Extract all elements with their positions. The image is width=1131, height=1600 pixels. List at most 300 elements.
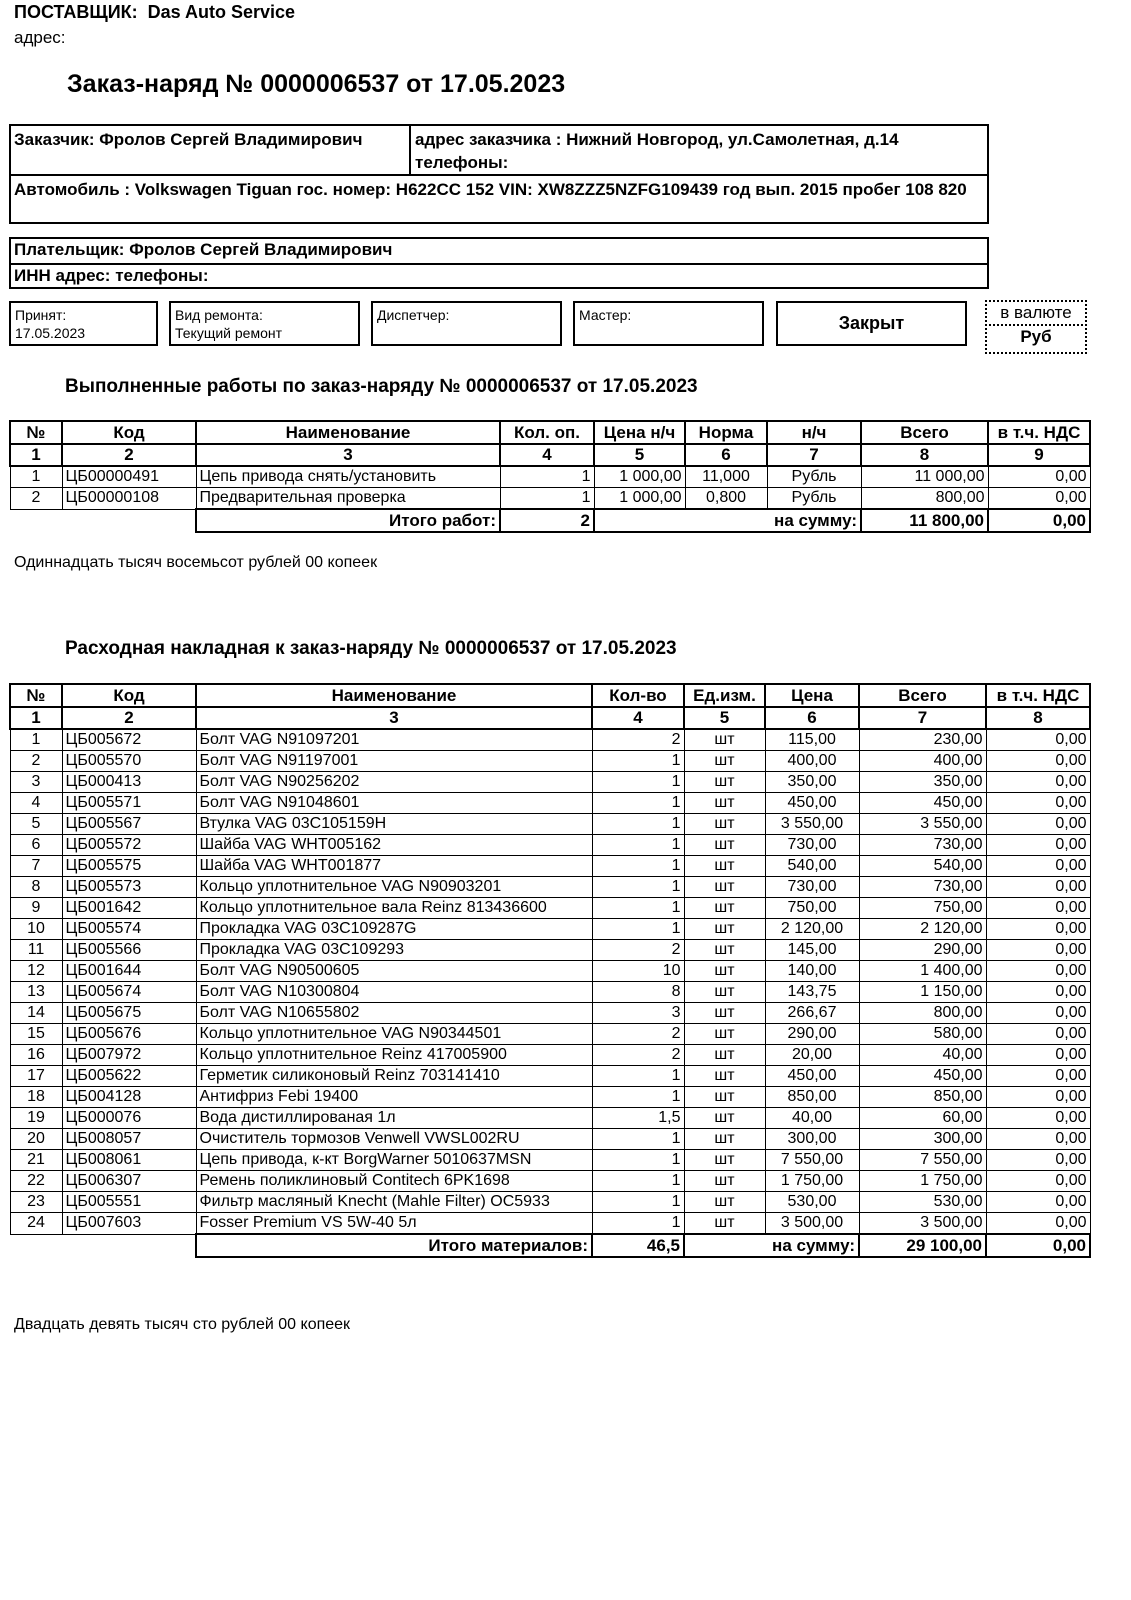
table-cell: 2 [10,751,62,772]
table-cell: 530,00 [859,1192,986,1213]
table-cell: шт [684,772,765,793]
table-row [10,1066,1090,1087]
works-total-sum: 11 800,00 [861,509,988,532]
table-cell: 730,00 [765,835,859,856]
table-cell: 580,00 [859,1024,986,1045]
table-cell: 0,00 [986,793,1090,814]
table-cell: Очиститель тормозов Venwell VWSL002RU [196,1129,592,1150]
column-number: 5 [684,707,765,729]
table-cell: 1 750,00 [765,1171,859,1192]
totals-row [10,509,1090,532]
column-header: Код [62,421,196,444]
table-row [10,466,1090,488]
payer-name: Плательщик: Фролов Сергей Владимирович [14,240,393,259]
column-number: 4 [592,707,684,729]
table-cell: 540,00 [765,856,859,877]
dispatcher-box [371,301,562,346]
accepted-value: 17.05.2023 [15,325,86,341]
table-cell: 1 [592,1087,684,1108]
table-cell: 290,00 [765,1024,859,1045]
table-cell: Вода дистиллированая 1л [196,1108,592,1129]
table-cell: 850,00 [859,1087,986,1108]
table-cell: 1 [592,814,684,835]
table-cell: ЦБ005570 [62,751,196,772]
table-row [10,961,1090,982]
table-cell: 3 500,00 [765,1213,859,1235]
table-cell: 730,00 [859,877,986,898]
table-cell: 0,00 [986,1213,1090,1235]
table-cell: 0,00 [986,835,1090,856]
currency-label: в валюте [1000,303,1072,322]
column-number: 1 [10,444,62,466]
materials-total-vat: 0,00 [986,1234,1090,1257]
table-cell: ЦБ005571 [62,793,196,814]
table-cell: 7 550,00 [859,1150,986,1171]
table-cell: 730,00 [859,835,986,856]
table-cell: 0,00 [988,466,1090,488]
table-cell: шт [684,940,765,961]
column-number: 2 [62,444,196,466]
table-cell: 290,00 [859,940,986,961]
table-cell: 19 [10,1108,62,1129]
table-row [10,835,1090,856]
column-number-row [10,707,1090,729]
table-cell: 14 [10,1003,62,1024]
table-cell: 750,00 [859,898,986,919]
table-cell: шт [684,1024,765,1045]
table-cell: шт [684,1129,765,1150]
table-cell: 1 [592,835,684,856]
table-cell: Цепь привода, к-кт BorgWarner 5010637MSN [196,1150,592,1171]
table-cell: ЦБ005566 [62,940,196,961]
table-cell: 1 [592,1150,684,1171]
table-cell: 300,00 [859,1129,986,1150]
works-table [9,420,1091,533]
table-cell: 0,00 [986,814,1090,835]
table-cell: шт [684,1003,765,1024]
table-cell: 8 [592,982,684,1003]
master-label: Мастер: [579,307,632,323]
table-row [10,898,1090,919]
table-cell: 7 550,00 [765,1150,859,1171]
table-row [10,751,1090,772]
works-total-qty: 2 [500,509,594,532]
table-cell: Ремень поликлиновый Contitech 6PK1698 [196,1171,592,1192]
table-cell: Болт VAG N91097201 [196,729,592,751]
table-cell: ЦБ00000108 [62,488,196,510]
column-number: 6 [685,444,767,466]
table-cell: 850,00 [765,1087,859,1108]
table-cell: шт [684,877,765,898]
table-cell: 3 [592,1003,684,1024]
table-cell: 266,67 [765,1003,859,1024]
table-cell: 22 [10,1171,62,1192]
table-cell: 1 400,00 [859,961,986,982]
customer-block [9,124,989,224]
table-cell: Втулка VAG 03C105159H [196,814,592,835]
table-cell: ЦБ004128 [62,1087,196,1108]
table-cell: ЦБ005676 [62,1024,196,1045]
column-number: 7 [767,444,861,466]
column-header: Всего [859,684,986,707]
table-cell: Болт VAG N90500605 [196,961,592,982]
header-row [10,421,1090,444]
table-cell: 1,5 [592,1108,684,1129]
materials-total-sum: 29 100,00 [859,1234,986,1257]
column-number-row [10,444,1090,466]
table-cell: 1 [592,1192,684,1213]
table-cell: ЦБ005674 [62,982,196,1003]
table-cell: 9 [10,898,62,919]
table-cell: 4 [10,793,62,814]
table-cell: 2 [592,1024,684,1045]
table-cell: 0,00 [986,1087,1090,1108]
column-header: № [10,421,62,444]
table-cell: ЦБ005675 [62,1003,196,1024]
table-cell: 1 [592,877,684,898]
table-cell: 730,00 [765,877,859,898]
table-cell: 12 [10,961,62,982]
works-total-vat: 0,00 [988,509,1090,532]
table-cell: 1 [10,466,62,488]
column-number: 3 [196,444,500,466]
table-cell: шт [684,814,765,835]
table-cell: Кольцо уплотнительное VAG N90903201 [196,877,592,898]
column-header: Наименование [196,684,592,707]
table-cell: 3 [10,772,62,793]
table-cell: 450,00 [859,1066,986,1087]
table-cell: Рубль [767,466,861,488]
table-cell: шт [684,919,765,940]
payer-block [9,237,989,289]
repair-type-value: Текущий ремонт [175,325,283,341]
column-header: Норма [685,421,767,444]
table-cell: 16 [10,1045,62,1066]
table-cell: ЦБ007603 [62,1213,196,1235]
table-cell: ЦБ005574 [62,919,196,940]
table-cell: 0,00 [986,898,1090,919]
column-header: Цена н/ч [594,421,685,444]
table-row [10,856,1090,877]
table-row [10,1087,1090,1108]
table-cell: ЦБ000076 [62,1108,196,1129]
table-row [10,1003,1090,1024]
table-cell: ЦБ005575 [62,856,196,877]
column-number: 1 [10,707,62,729]
table-cell: 1 [592,898,684,919]
table-cell: ЦБ007972 [62,1045,196,1066]
table-cell: Шайба VAG WHT005162 [196,835,592,856]
table-row [10,877,1090,898]
table-cell: Кольцо уплотнительное VAG N90344501 [196,1024,592,1045]
table-cell: шт [684,1066,765,1087]
materials-table [9,683,1091,1258]
table-cell: 2 120,00 [765,919,859,940]
header-row [10,684,1090,707]
materials-total-label: Итого материалов: [196,1234,592,1257]
table-cell: Кольцо уплотнительное вала Reinz 813436600 [196,898,592,919]
customer-address: адрес заказчика : Нижний Новгород, ул.Самолетная, д.14 [415,130,899,149]
column-header: Кол-во [592,684,684,707]
table-cell: 530,00 [765,1192,859,1213]
supplier-line [14,2,295,23]
table-cell: ЦБ000413 [62,772,196,793]
table-cell: 800,00 [861,488,988,510]
table-cell: 0,800 [685,488,767,510]
table-cell: Прокладка VAG 03C109287G [196,919,592,940]
table-cell: Fosser Premium VS 5W-40 5л [196,1213,592,1235]
table-cell: 1 [592,772,684,793]
supplier-address-label: адрес: [14,28,66,47]
supplier-label: ПОСТАВЩИК: [14,2,138,22]
column-number: 4 [500,444,594,466]
table-cell: 0,00 [986,729,1090,751]
table-cell: Болт VAG N90256202 [196,772,592,793]
table-cell: 750,00 [765,898,859,919]
table-cell: шт [684,835,765,856]
table-cell: 3 500,00 [859,1213,986,1235]
table-cell: Предварительная проверка [196,488,500,510]
table-row [10,982,1090,1003]
column-header: Код [62,684,196,707]
table-cell: 0,00 [986,1003,1090,1024]
table-cell: 0,00 [986,772,1090,793]
table-cell: шт [684,1192,765,1213]
customer-phones: телефоны: [415,153,509,172]
table-cell: 3 550,00 [765,814,859,835]
currency-box [985,300,1087,354]
table-cell: 40,00 [859,1045,986,1066]
table-cell: 17 [10,1066,62,1087]
column-header: Всего [861,421,988,444]
table-cell: ЦБ001642 [62,898,196,919]
table-cell: ЦБ00000491 [62,466,196,488]
table-row [10,1213,1090,1235]
table-cell: 15 [10,1024,62,1045]
table-cell: ЦБ005551 [62,1192,196,1213]
table-cell: 800,00 [859,1003,986,1024]
table-cell: шт [684,729,765,751]
table-cell: 0,00 [986,1150,1090,1171]
supplier-name: Das Auto Service [147,2,296,22]
table-cell: шт [684,1087,765,1108]
page-title: Заказ-наряд № 0000006537 от 17.05.2023 [67,70,566,98]
column-number: 5 [594,444,685,466]
materials-sum-label: на сумму: [684,1234,859,1257]
table-cell: 20 [10,1129,62,1150]
table-row [10,488,1090,510]
table-cell: 350,00 [859,772,986,793]
table-row [10,940,1090,961]
table-cell: 1 [592,793,684,814]
table-cell: 7 [10,856,62,877]
table-cell: 11 [10,940,62,961]
table-cell: Болт VAG N10655802 [196,1003,592,1024]
works-total-label: Итого работ: [196,509,500,532]
table-cell: 0,00 [986,1066,1090,1087]
table-cell: 1 750,00 [859,1171,986,1192]
table-cell: Антифриз Febi 19400 [196,1087,592,1108]
works-sum-label: на сумму: [594,509,861,532]
table-cell: 1 [500,488,594,510]
table-cell: 2 [592,729,684,751]
payer-details: ИНН адрес: телефоны: [14,266,209,285]
table-cell: 115,00 [765,729,859,751]
column-header: Цена [765,684,859,707]
column-number: 9 [988,444,1090,466]
table-cell: 2 [10,488,62,510]
column-number: 2 [62,707,196,729]
table-cell: 400,00 [765,751,859,772]
table-cell: 140,00 [765,961,859,982]
table-cell: ЦБ005567 [62,814,196,835]
table-cell: шт [684,1108,765,1129]
table-cell: 0,00 [986,1045,1090,1066]
table-cell: 0,00 [986,940,1090,961]
table-cell: ЦБ008057 [62,1129,196,1150]
table-cell: 0,00 [986,1192,1090,1213]
materials-total-qty: 46,5 [592,1234,684,1257]
table-cell: 0,00 [988,488,1090,510]
table-cell: 0,00 [986,751,1090,772]
table-cell: шт [684,1045,765,1066]
table-cell: 11,000 [685,466,767,488]
table-cell: 2 [592,940,684,961]
table-cell: 10 [10,919,62,940]
table-row [10,772,1090,793]
table-cell: 300,00 [765,1129,859,1150]
table-cell: 0,00 [986,919,1090,940]
column-number: 3 [196,707,592,729]
master-box [573,301,764,346]
table-cell: 0,00 [986,1024,1090,1045]
table-cell: ЦБ001644 [62,961,196,982]
table-cell: 24 [10,1213,62,1235]
table-cell: ЦБ008061 [62,1150,196,1171]
table-cell: Кольцо уплотнительное Reinz 417005900 [196,1045,592,1066]
table-cell: 1 [592,751,684,772]
table-cell: 11 000,00 [861,466,988,488]
table-row [10,1024,1090,1045]
table-cell: 230,00 [859,729,986,751]
table-cell: 40,00 [765,1108,859,1129]
column-header: Наименование [196,421,500,444]
table-cell: 21 [10,1150,62,1171]
table-cell: 143,75 [765,982,859,1003]
table-cell: Герметик силиконовый Reinz 703141410 [196,1066,592,1087]
table-cell: шт [684,793,765,814]
table-row [10,814,1090,835]
column-header: в т.ч. НДС [986,684,1090,707]
table-cell: 0,00 [986,1171,1090,1192]
table-cell: Рубль [767,488,861,510]
table-cell: 540,00 [859,856,986,877]
table-cell: 2 [592,1045,684,1066]
table-row [10,1108,1090,1129]
table-cell: Болт VAG N91048601 [196,793,592,814]
materials-title: Расходная накладная к заказ-наряду № 0000006537 от 17.05.2023 [65,638,677,659]
table-cell: шт [684,856,765,877]
table-cell: 0,00 [986,1129,1090,1150]
table-cell: 1 [10,729,62,751]
table-cell: 400,00 [859,751,986,772]
table-cell: 450,00 [765,1066,859,1087]
column-number: 8 [986,707,1090,729]
table-cell: 13 [10,982,62,1003]
table-cell: 1 [500,466,594,488]
table-cell: 1 [592,856,684,877]
table-row [10,1150,1090,1171]
table-cell: ЦБ005573 [62,877,196,898]
works-title: Выполненные работы по заказ-наряду № 0000006537 от 17.05.2023 [65,376,698,397]
table-cell: шт [684,1213,765,1235]
vehicle-info: Автомобиль : Volkswagen Tiguan гос. номер: Н622СС 152 VIN: XW8ZZZ5NZFG109439 год вып. 2015 пробег 108 820 [14,180,967,199]
table-cell: 1 [592,1213,684,1235]
customer-name: Заказчик: Фролов Сергей Владимирович [14,130,363,149]
table-cell: ЦБ006307 [62,1171,196,1192]
column-number: 8 [861,444,988,466]
table-cell: Цепь привода снять/установить [196,466,500,488]
table-cell: 1 [592,1171,684,1192]
table-cell: 23 [10,1192,62,1213]
table-cell: шт [684,982,765,1003]
table-cell: 450,00 [859,793,986,814]
table-cell: Фильтр масляный Knecht (Mahle Filter) OC5933 [196,1192,592,1213]
table-cell: 3 550,00 [859,814,986,835]
column-header: № [10,684,62,707]
table-cell: 8 [10,877,62,898]
currency-value: Руб [1020,327,1052,346]
table-cell: 0,00 [986,961,1090,982]
materials-total-words: Двадцать девять тысяч сто рублей 00 копеек [14,1316,351,1333]
table-cell: шт [684,898,765,919]
table-cell: 350,00 [765,772,859,793]
table-cell: ЦБ005572 [62,835,196,856]
table-cell: 20,00 [765,1045,859,1066]
table-cell: 0,00 [986,1108,1090,1129]
table-row [10,1129,1090,1150]
table-row [10,1045,1090,1066]
table-cell: 0,00 [986,856,1090,877]
table-cell: 60,00 [859,1108,986,1129]
table-cell: Болт VAG N91197001 [196,751,592,772]
table-cell: 1 000,00 [594,466,685,488]
table-row [10,919,1090,940]
table-cell: 450,00 [765,793,859,814]
table-cell: 0,00 [986,982,1090,1003]
table-cell: Прокладка VAG 03C109293 [196,940,592,961]
table-cell: 2 120,00 [859,919,986,940]
accepted-box [9,301,158,346]
table-cell: 1 000,00 [594,488,685,510]
table-cell: 1 [592,1129,684,1150]
works-total-words: Одиннадцать тысяч восемьсот рублей 00 копеек [14,554,378,571]
table-cell: шт [684,1171,765,1192]
column-header: Кол. оп. [500,421,594,444]
table-row [10,1192,1090,1213]
repair-type-box [169,301,360,346]
table-row [10,729,1090,751]
table-cell: 6 [10,835,62,856]
column-header: Ед.изм. [684,684,765,707]
column-header: н/ч [767,421,861,444]
order-status: Закрыт [776,301,967,346]
column-header: в т.ч. НДС [988,421,1090,444]
accepted-label: Принят: [15,307,67,323]
table-cell: ЦБ005622 [62,1066,196,1087]
table-cell: Болт VAG N10300804 [196,982,592,1003]
table-cell: ЦБ005672 [62,729,196,751]
